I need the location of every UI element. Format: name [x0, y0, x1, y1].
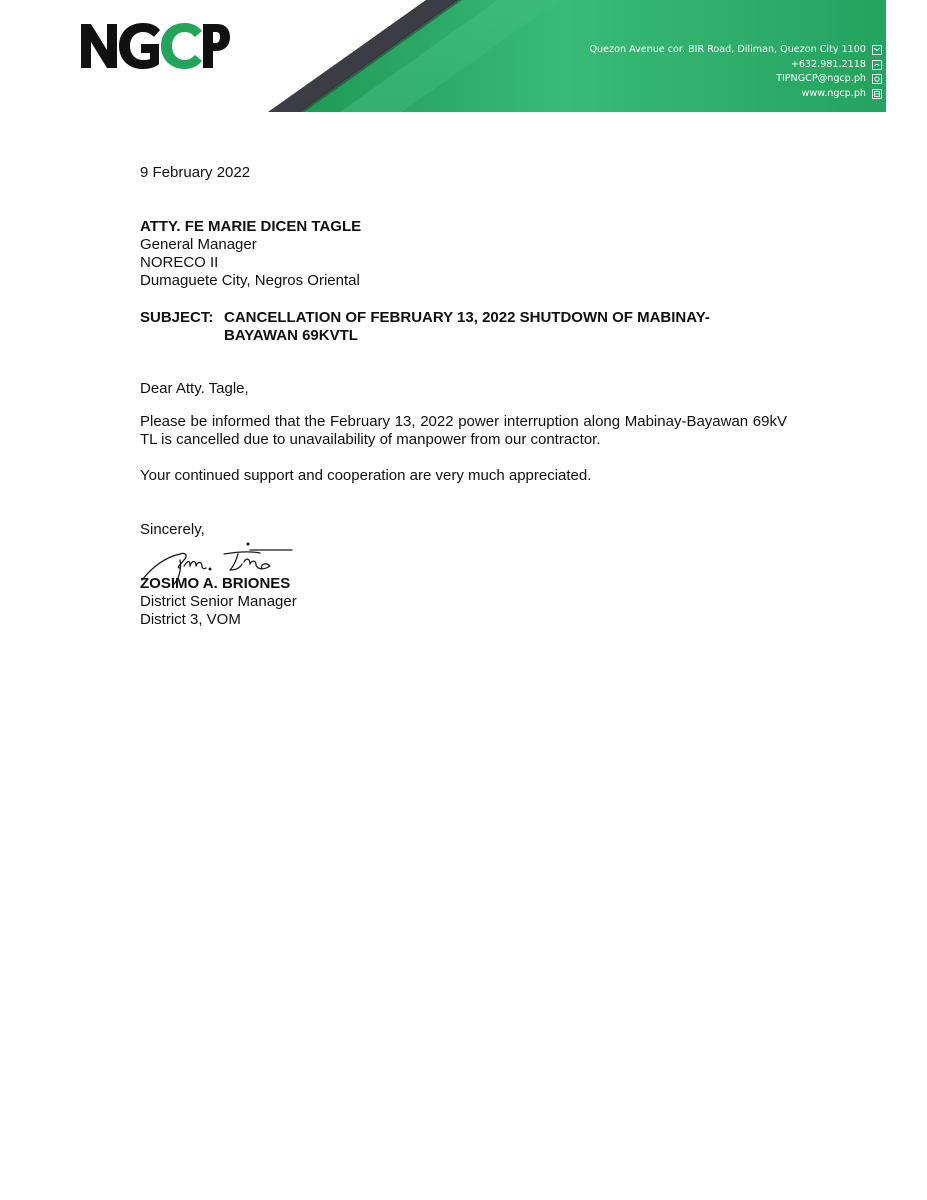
subject-line-1 [140, 309, 788, 327]
subject-text-1: CANCELLATION OF FEBRUARY 13, 2022 SHUTDOWN OF MABINAY- [224, 309, 710, 326]
logo-letter-g [119, 23, 160, 69]
building-icon [872, 45, 882, 55]
closing: Sincerely, [140, 521, 205, 538]
logo-letter-n [81, 24, 117, 68]
letter-date: 9 February 2022 [140, 164, 251, 181]
body-paragraph-2: Your continued support and cooperation are very much appreciated. [140, 467, 592, 484]
signatory-block [140, 575, 297, 629]
addressee-name: ATTY. FE MARIE DICEN TAGLE [140, 218, 362, 235]
addressee-title: General Manager [140, 236, 257, 253]
signatory-title: District Senior Manager [140, 593, 297, 610]
contact-address: Quezon Avenue cor. BIR Road, Diliman, Quezon City 1100 [589, 44, 866, 55]
subject-label: SUBJECT: [140, 309, 214, 326]
contact-email-row [590, 72, 883, 87]
phone-icon [872, 60, 882, 70]
contact-phone: +632.981.2118 [790, 58, 866, 70]
subject-text-2: BAYAWAN 69KVTL [224, 327, 358, 344]
addressee-location: Dumaguete City, Negros Oriental [140, 272, 360, 289]
subject-block [140, 309, 788, 345]
body-paragraph-1: Please be informed that the February 13, 2022 power interruption along Mabinay-Bayawan 69kV TL is cancelled due to unavailability of manpower from our contractor. [140, 413, 787, 448]
contact-email: TIPNGCP@ngcp.ph [776, 73, 866, 85]
logo-letter-c [161, 23, 202, 69]
contact-address-row [590, 43, 883, 58]
contact-website: www.ngcp.ph [801, 87, 866, 99]
signatory-office: District 3, VOM [140, 611, 241, 628]
ngcp-logo [79, 20, 231, 72]
contact-website-row [590, 87, 883, 102]
letterhead-contact [590, 43, 883, 101]
logo-letter-p [203, 24, 230, 68]
email-icon [872, 74, 882, 84]
contact-phone-row [590, 58, 883, 73]
salutation: Dear Atty. Tagle, [140, 380, 249, 397]
signatory-name: ZOSIMO A. BRIONES [140, 575, 291, 592]
globe-icon [872, 89, 882, 99]
addressee-block [140, 218, 361, 290]
addressee-organization: NORECO II [140, 254, 219, 271]
